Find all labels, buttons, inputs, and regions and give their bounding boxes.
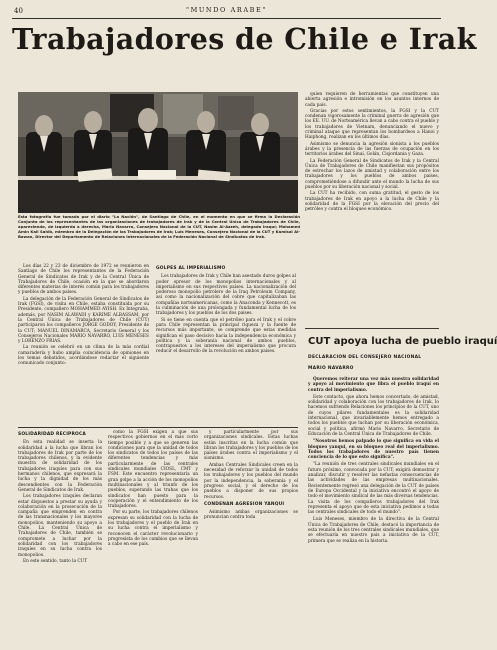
section-heading: CONDENAN AGRESION YANQUI (204, 501, 285, 507)
column-middle-bottom (108, 430, 198, 642)
paragraph: Gracias por estos sentimientos, la FGSI y la CUT condenan vigorosamente la criminal guerra de agresión que los EE. UU. de Norteamérica llevan a cabo contra el pueblo y los trabajadores de Vietnam, denunciando el nuevo y criminal ataque que representan los bombardeos a Hanoi y Haiphong, realizan en los últimos días. (305, 108, 439, 141)
paragraph: La delegación de la Federación General de Sindicatos de Irak (FGSI), de visita en Chile, estaba constituida por su Presidente, compañero MOHAMMED AYISH. Ex Integraba, además, por NASIM ALAWADI y KARIME ALBASSAM, por la Central Única de Trabajadores de Chile (CUT) participaron los compañeros JORGE GODOY, Presidente de la CUT; MANUEL DINAMARCA, Secretario General y los Consejeros Nacionales MARIO NAVARRO, LUIS MENESES y LORENZO FRIAS. (18, 296, 149, 345)
paragraph: Por su parte, los trabajadores chilenos expresan su solidaridad con la lucha de los trabajadores y el pueblo de Irak en su lucha contra el imperialismo y reconocen el carácter revolucionario y progresista de los cambios que se llevan a cabo en ese país. (108, 510, 198, 548)
paragraph: La reunión se celebró en un clima de la más cordial camaradería y hubo amplia coincidencia de opiniones en los temas debatidos, acordándose redactar el siguiente comunicado conjunto: (18, 345, 149, 367)
paragraph: La Federación General de Sindicatos de Irak y la Central Única de Trabajadores de Chile manifiestan sus propósitos de estrechar los lazos de amistad y colaboración entre los trabajadores y los pueblos de ambos países, comprometiéndose a difundir ante el mundo la lucha de sus pueblos por su liberación nacional y social. (305, 158, 439, 191)
article-headline: Trabajadores de Chile e Irak (12, 22, 477, 56)
publication-name: "MUNDO ARABE" (185, 6, 267, 14)
paragraph: En este sentido, tanto la CUT (23, 558, 88, 564)
column-condenan (204, 430, 298, 642)
column-imperialismo (156, 264, 296, 424)
column-intro (18, 264, 149, 424)
section-divider (18, 427, 298, 428)
section-heading: GOLPES AL IMPERIALISMO (156, 266, 226, 271)
paragraph: Luis Meneses, miembro de la directiva de la Central Única de Trabajadores de Chile, destacó la importancia de esta reunión de los tres centrales sindicales mundiales, que se efectuaría en nuestro país a iniciativa de la CUT, primera que se realiza en la historia. (308, 517, 439, 544)
paragraph: Los días 22 y 23 de diciembre de 1972 se reunieron en Santiago de Chile los representantes de la Federación General de Sindicatos de Irak y de la Central Única de Trabajadores de Chile, ocasión en la que se abordaron diferentes materias de interés común para los trabajadores y pueblos de ambos países. (18, 264, 149, 296)
paragraph: Ambas Centrales Sindicales creen en la necesidad de reforzar la unidad de todos los trabajadores y los pueblos del mundo por la independencia, la soberanía y el progreso social, y el derecho de los pueblos a disponer de sus propios recursos. (204, 462, 298, 500)
paragraph: Los trabajadores iraquíes declaran estar dispuestos a prestar su ayuda y colaboración en la prosecución de la campaña que emprenden en contra de las transnacionales y los mayores monopolios, manteniendo su apoyo a Chile. La Central Única de Trabajadores de Chile, también se compromete a luchar por la solidaridad con los trabajadores iraquíes en su lucha contra los monopolios. (18, 494, 102, 558)
box-top-rule (305, 328, 439, 329)
paragraph: Queremos reiterar una vez más nuestra solidaridad y apoyo al movimiento que libra el pueblo iraquí en contra del imperialismo. (308, 377, 439, 393)
paragraph: como la FGSI exigen a que sus respectivos gobiernos en el más corto tiempo posible y a que se generen las condiciones para que la unidad de todos los sindicatos de todos los países de las diferentes tendencias y más particularmente de las centrales sindicales mundiales CIOSL, CMT y FSM. Este encuentro representaría un gran golpe a la acción de los monopolios multinacionales y al triunfo de los pueblos, superando las trabas que los sindicatos han puesto para la cooperación y el entendimiento de los trabajadores. (108, 430, 198, 510)
paragraph: Si se tiene en cuenta que el petróleo para el Irak y el cobre para Chile representan la principal riqueza y la fuente de recursos más importante, se comprende que estas medidas significan el paso decisivo hacia la independencia económica y política y la soberanía nacional de ambos pueblos, contrapuestos a los intereses del imperialismo que procura reducir el desarrollo de la revolución en ambos países. (156, 317, 296, 355)
paragraph: "La reunión de tres centrales sindicales mundiales en el futuro próximo, convocada por la CUT, exigirá demostrar y analizar, discutir y resolver las nefastas consecuencias de las actividades de las empresas multinacionales. Recientemente regresó una delegación de la CUT de países de Europa Occidental y la iniciativa encontró el apoyo de todo el movimiento sindical de las más diversas tendencias. La visita de los compañeros trabajadores del Irak representa el apoyo que de esta iniciativa pedimos a todas las centrales sindicales de todo el mundo". (308, 462, 439, 516)
paragraph: En esta realidad se inserta la solidaridad a la lucha que libran los trabajadores de Irak por parte de los trabajadores chilenos, y la evidente muestra de solidaridad de los trabajadores iraquíes para con sus hermanos chilenos, que expresará la lucha y la dignidad de los más descendientes con la Federación General de Sindicatos de Irak. (18, 440, 102, 493)
header-rule (12, 18, 441, 19)
box-subtitle: DECLARACION DEL CONSEJERO NACIONAL (308, 355, 422, 360)
paragraph: quien requieren de herramientas que constituyen una abierta agresión e intromisión en los asuntos internos de cada país. (305, 92, 439, 108)
box-headline: CUT apoya lucha de pueblo iraquí (308, 336, 497, 347)
column-right-top (305, 92, 439, 322)
paragraph: Asimismo se denuncia la agresión sionista a los pueblos árabes y la presencia de las fuerzas de ocupación en los territorios árabes del Sinaí, Golán, Cisjordania y Gaza. (305, 141, 439, 158)
box-author: MARIO NAVARRO (308, 366, 354, 371)
paragraph: Este contacto, que ahora hemos concertado, de amistad, solidaridad y colaboración con los trabajadores de Irak, lo hacemos sufriendo Relaciones los principios de la CUT, uno de cuyos pilares fundamentales es la solidaridad internacional, que invariablemente hemos entregado a todos los pueblos que luchan por su liberación económica, social y política, afirmó Mario Navarro, Secretario de Educación de la Central Única de Trabajadores de Chile. (308, 394, 439, 437)
photo-caption: Esta fotografía fue tomada por el diario "La Nación", de Santiago de Chile, en el momento en que se firma la Declaración Conjunta de los representantes de las organizaciones de trabajadores de Irak y de la Central Única de Trabajadores de Chile, apareciendo, de izquierda a derecha, Mario Navarro, Consejero Nacional de la CUT, Nasim Al-Azzeh, delegado iraquí; Mohamed Amin Kali Sahib, miembro de la Delegación de los Trabajadores de Irak; Luis Meneses, Consejero Nacional de la CUT y Kamisal Al-Bawan, Director del Departamento de Relaciones Internacionales de la Federación Nacional de Sindicatos de Irak. (18, 214, 300, 239)
section-heading: SOLIDARIDAD RECIPROCA (18, 432, 86, 437)
box-body (308, 377, 439, 642)
paragraph: La CUT ha recibido, con suma gratitud, el gesto de los trabajadores de Irak en apoyo a la lucha de Chile y la solidaridad de la FGSI por la elevación del precio del petróleo y contra el bloqueo económico. (305, 191, 439, 213)
paragraph: Los trabajadores de Irak y Chile han asestado duros golpes al poder opresor de los monopolios internacionales y al imperialismo en sus respectivos países. La nacionalización del poderoso monopolio petrolero de la Iraq Petroleum Company, así como la nacionalización del cobre que capitalizaban las compañías norteamericanas, como la Anaconda y Kennecott, es la culminación de una prolongada y fundamental lucha de los trabajadores y los pueblos de los dos países. (156, 274, 296, 317)
page-number: 40 (14, 7, 23, 15)
column-solidaridad (18, 430, 102, 642)
meeting-photo (18, 92, 298, 213)
paragraph: Asimismo ambas organizaciones se pronuncian contra toda (204, 510, 298, 521)
paragraph: "Nosotros hemos palpado lo que significa en vida el bloqueo yanqui, en su bloqueo real del imperialismo. Todos los trabajadores de nuestro país tienen conciencia de lo que esto significa". (308, 439, 439, 461)
paragraph: y particularmente por sus organizaciones sindicales. Estas luchas están inscritas en la lucha común que libran los trabajadores y los pueblos de los países árabes contra el imperialismo y el sionismo. (204, 430, 298, 462)
